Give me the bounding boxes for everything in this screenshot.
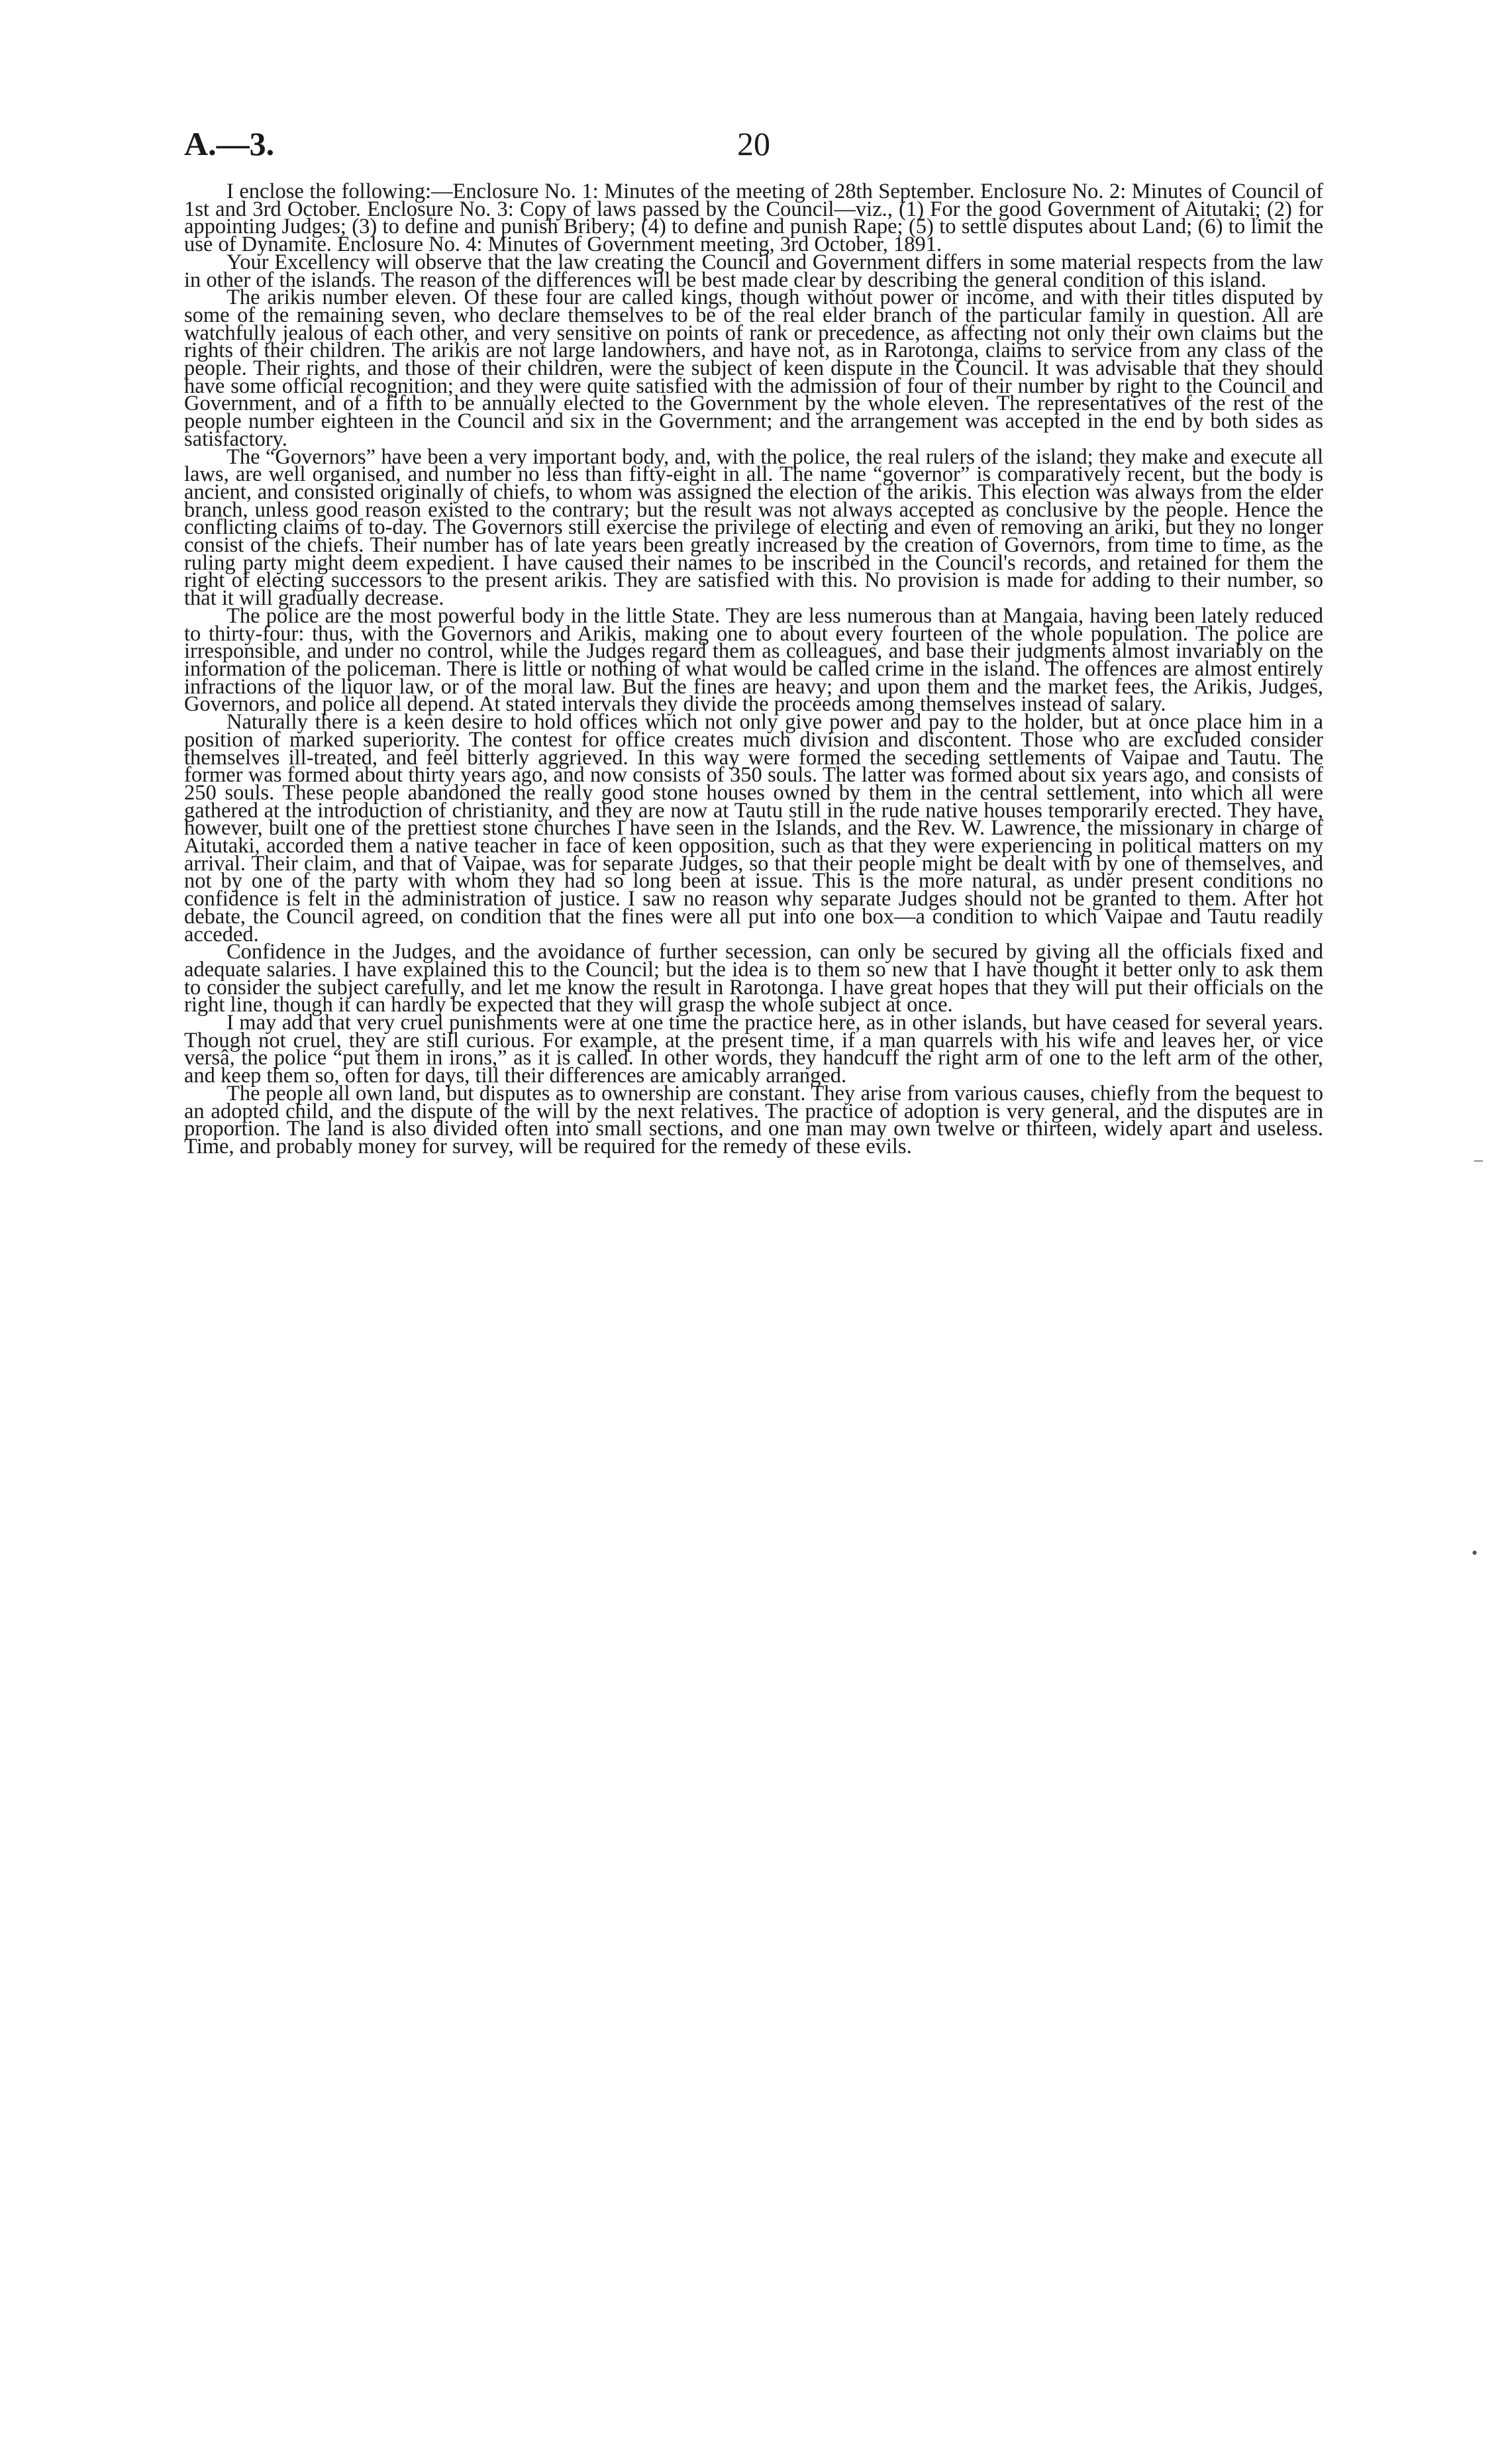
margin-mark: –: [1474, 1150, 1483, 1169]
page-header: [184, 125, 1323, 178]
body-text: [184, 180, 1323, 1158]
paragraph-governors: The “Governors” have been a very important body, and, with the police, the real rulers of the island; they make and execute all laws, are well organised, and number no less than fifty-eight in all. The name “governor” is comparatively recent, but the body is ancient, and consisted originally of chiefs, to whom was assigned the election of the arikis. This election was always from the elder branch, unless good reason existed to the contrary; but the result was not always accepted as conclusive by the people. Hence the conflicting claims of to-day. The Governors still exercise the privilege of electing and even of removing an ariki, but they no longer consist of the chiefs. Their number has of late years been greatly increased by the creation of Governors, from time to time, as the ruling party might deem expedient. I have caused their names to be inscribed in the Council's records, and retained for them the right of electing successors to the present arikis. They are satisfied with this. No provision is made for adding to their number, so that it will gradually decrease.: [184, 444, 1323, 611]
margin-mark: •: [1472, 1543, 1478, 1563]
paragraph-punishments: I may add that very cruel punishments were at one time the practice here, as in other islands, but have ceased for several years. Though not cruel, they are still curious. For example, at the present time, if a man quarrels with his wife and leaves her, or vice versâ, the police “put them in irons,” as it is called. In other words, they handcuff the right arm of one to the left arm of the other, and keep them so, often for days, till their differences are amicably arranged.: [184, 1011, 1323, 1088]
paragraph-judges-confidence: Confidence in the Judges, and the avoidance of further secession, can only be secured by giving all the officials fixed and adequate salaries. I have explained this to the Council; but the idea is to them so new that I have thought it better only to ask them to consider the subject carefully, and let me know the result in Rarotonga. I have great hopes that they will put their officials on the right line, though it can hardly be expected that they will grasp the whole subject at once.: [184, 940, 1323, 1017]
paragraph-enclosures: I enclose the following:—Enclosure No. 1: Minutes of the meeting of 28th September. Enclosure No. 2: Minutes of Council of 1st and 3rd October. Enclosure No. 3: Copy of laws passed by the Council—viz., (1) For the good Government of Aitutaki; (2) for appointing Judges; (3) to define and punish Bribery; (4) to define and punish Rape; (5) to settle disputes about Land; (6) to limit the use of Dynamite. Enclosure No. 4: Minutes of Government meeting, 3rd October, 1891.: [184, 180, 1323, 257]
paragraph-law-differences: Your Excellency will observe that the law creating the Council and Government differs in some material respects from the law in other of the islands. The reason of the differences will be best made clear by describing the general condition of this island.: [184, 250, 1323, 292]
paragraph-offices: Naturally there is a keen desire to hold offices which not only give power and pay to the holder, but at once place him in a position of marked superiority. The contest for office creates much division and discontent. Those who are excluded consider themselves ill-treated, and feel bitterly aggrieved. In this way were formed the seceding settlements of Vaipae and Tautu. The former was formed about thirty years ago, and now consists of 350 souls. The latter was formed about six years ago, and consists of 250 souls. These people abandoned the really good stone houses owned by them in the central settlement, into which all were gathered at the introduction of christianity, and they are now at Tautu still in the rude native houses temporarily erected. They have, however, built one of the prettiest stone churches I have seen in the Islands, and the Rev. W. Lawrence, the missionary in charge of Aitutaki, accorded them a native teacher in face of keen opposition, such as that they were experiencing in political matters on my arrival. Their claim, and that of Vaipae, was for separate Judges, so that their people might be dealt with by one of themselves, and not by one of the party with whom they had so long been at issue. This is the more natural, as under present conditions no confidence is felt in the administration of justice. I saw no reason why separate Judges should not be granted to them. After hot debate, the Council agreed, on condition that the fines were all put into one box—a condition to which Vaipae and Tautu readily acceded.: [184, 710, 1323, 947]
paragraph-arikis: The arikis number eleven. Of these four are called kings, though without power or income, and with their titles disputed by some of the remaining seven, who declare themselves to be of the real elder branch of the particular family in question. All are watchfully jealous of each other, and very sensitive on points of rank or precedence, as affecting not only their own claims but the rights of their children. The arikis are not large landowners, and have not, as in Rarotonga, claims to service from any class of the people. Their rights, and those of their children, were the subject of keen dispute in the Council. It was advisable that they should have some official recognition; and they were quite satisfied with the admission of four of their number by right to the Council and Government, and of a fifth to be annually elected to the Government by the whole eleven. The representatives of the rest of the people number eighteen in the Council and six in the Government; and the arrangement was accepted in the end by both sides as satisfactory.: [184, 285, 1323, 451]
paragraph-land: The people all own land, but disputes as to ownership are constant. They arise from various causes, chiefly from the bequest to an adopted child, and the dispute of the will by the next relatives. The practice of adoption is very general, and the disputes are in proportion. The land is also divided often into small sections, and one man may own twelve or thirteen, widely apart and useless. Time, and probably money for survey, will be required for the remedy of these evils.: [184, 1081, 1323, 1158]
document-reference: A.—3.: [184, 125, 275, 162]
page-number: 20: [737, 125, 770, 162]
paragraph-police: The police are the most powerful body in the little State. They are less numerous than at Mangaia, having been lately reduced to thirty-four: thus, with the Governors and Arikis, making one to about every fourteen of the whole population. The police are irresponsible, and under no control, while the Judges regard them as colleagues, and base their judgments almost invariably on the information of the policeman. There is little or nothing of what would be called crime in the island. The offences are almost entirely infractions of the liquor law, or of the moral law. But the fines are heavy; and upon them and the market fees, the Arikis, Judges, Governors, and police all depend. At stated intervals they divide the proceeds among themselves instead of salary.: [184, 603, 1323, 717]
